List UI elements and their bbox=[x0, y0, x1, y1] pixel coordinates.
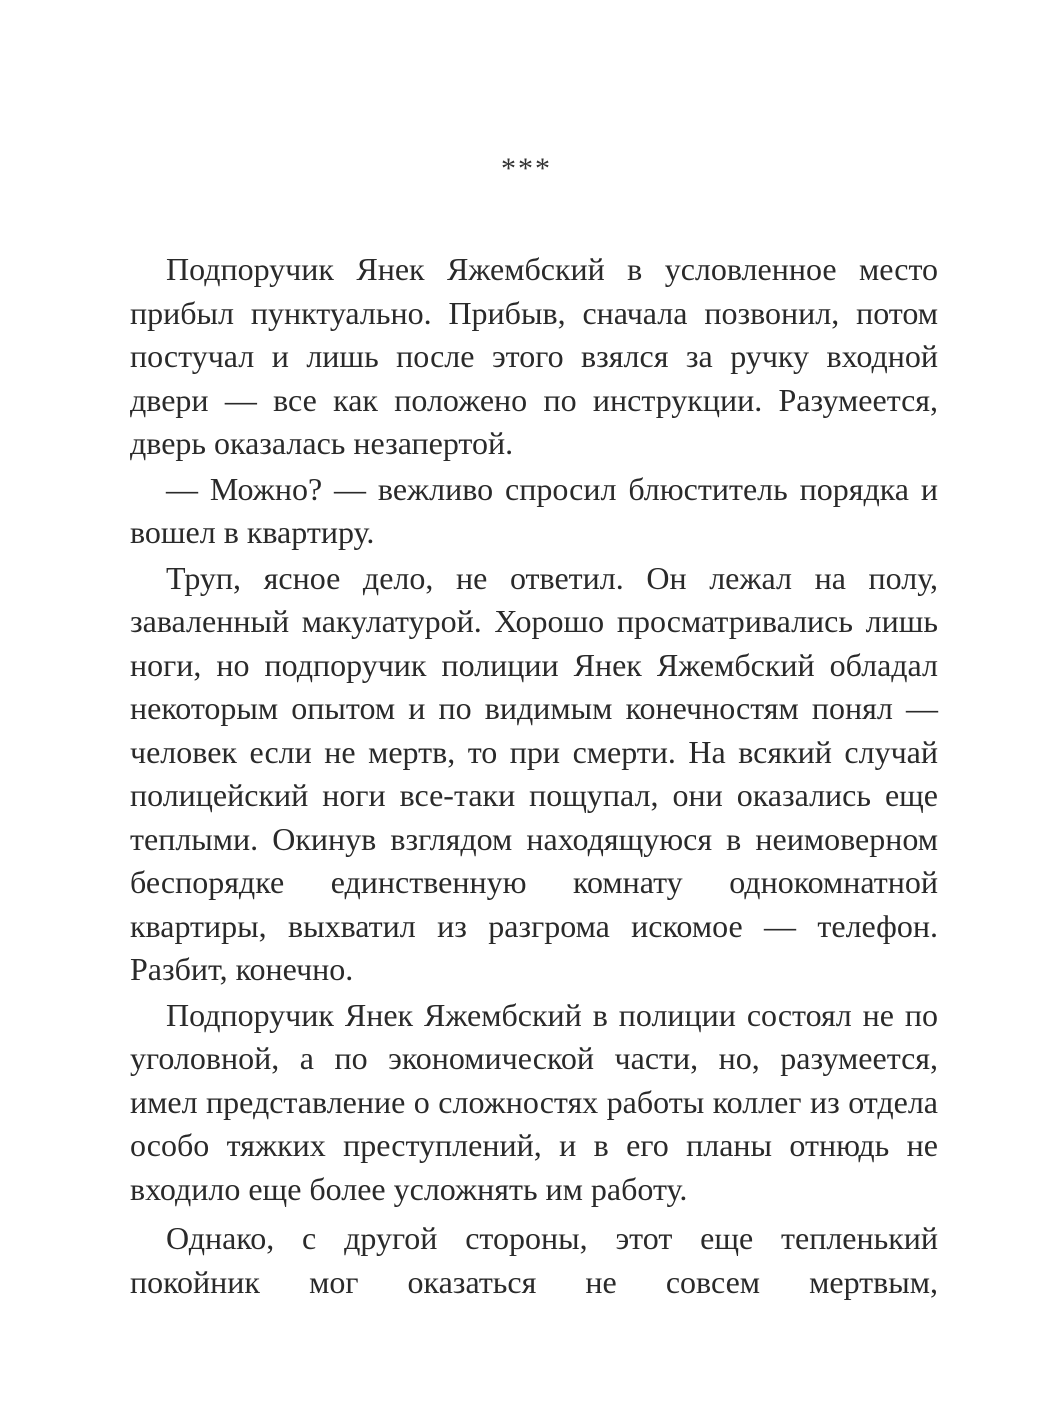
section-separator: *** bbox=[501, 152, 552, 185]
paragraph-1: Подпоручик Янек Яжембский в условленное место прибыл пунктуально. Прибыв, сначала позвонил, потом постучал и лишь после этого взялся за ручку входной двери — все как положено по инструкции. Разумеется, дверь оказалась незапертой. bbox=[130, 251, 938, 461]
paragraph-5: Однако, с другой стороны, этот еще тепленький покойник мог оказаться не совсем мертвым, bbox=[130, 1220, 938, 1300]
paragraph-3: Труп, ясное дело, не ответил. Он лежал на полу, заваленный макулатурой. Хорошо просматривались лишь ноги, но подпоручик полиции Янек Яжембский обладал некоторым опытом и по видимым конечностям понял — человек если не мертв, то при смерти. На всякий случай полицейский ноги все-таки пощупал, они оказались еще теплыми. Окинув взглядом находящуюся в неимоверном беспорядке единственную комнату однокомнатной квартиры, выхватил из разгрома искомое — телефон. Разбит, конечно. bbox=[130, 559, 938, 987]
paragraph-2: — Можно? — вежливо спросил блюститель порядка и вошел в квартиру. bbox=[130, 470, 938, 550]
body-text bbox=[130, 248, 938, 1304]
paragraph-4: Подпоручик Янек Яжембский в полиции состоял не по уголовной, а по экономической части, но, разумеется, имел представление о сложностях работы коллег из отдела особо тяжких преступлений, и в его планы отнюдь не входило еще более усложнять им работу. bbox=[130, 996, 938, 1207]
